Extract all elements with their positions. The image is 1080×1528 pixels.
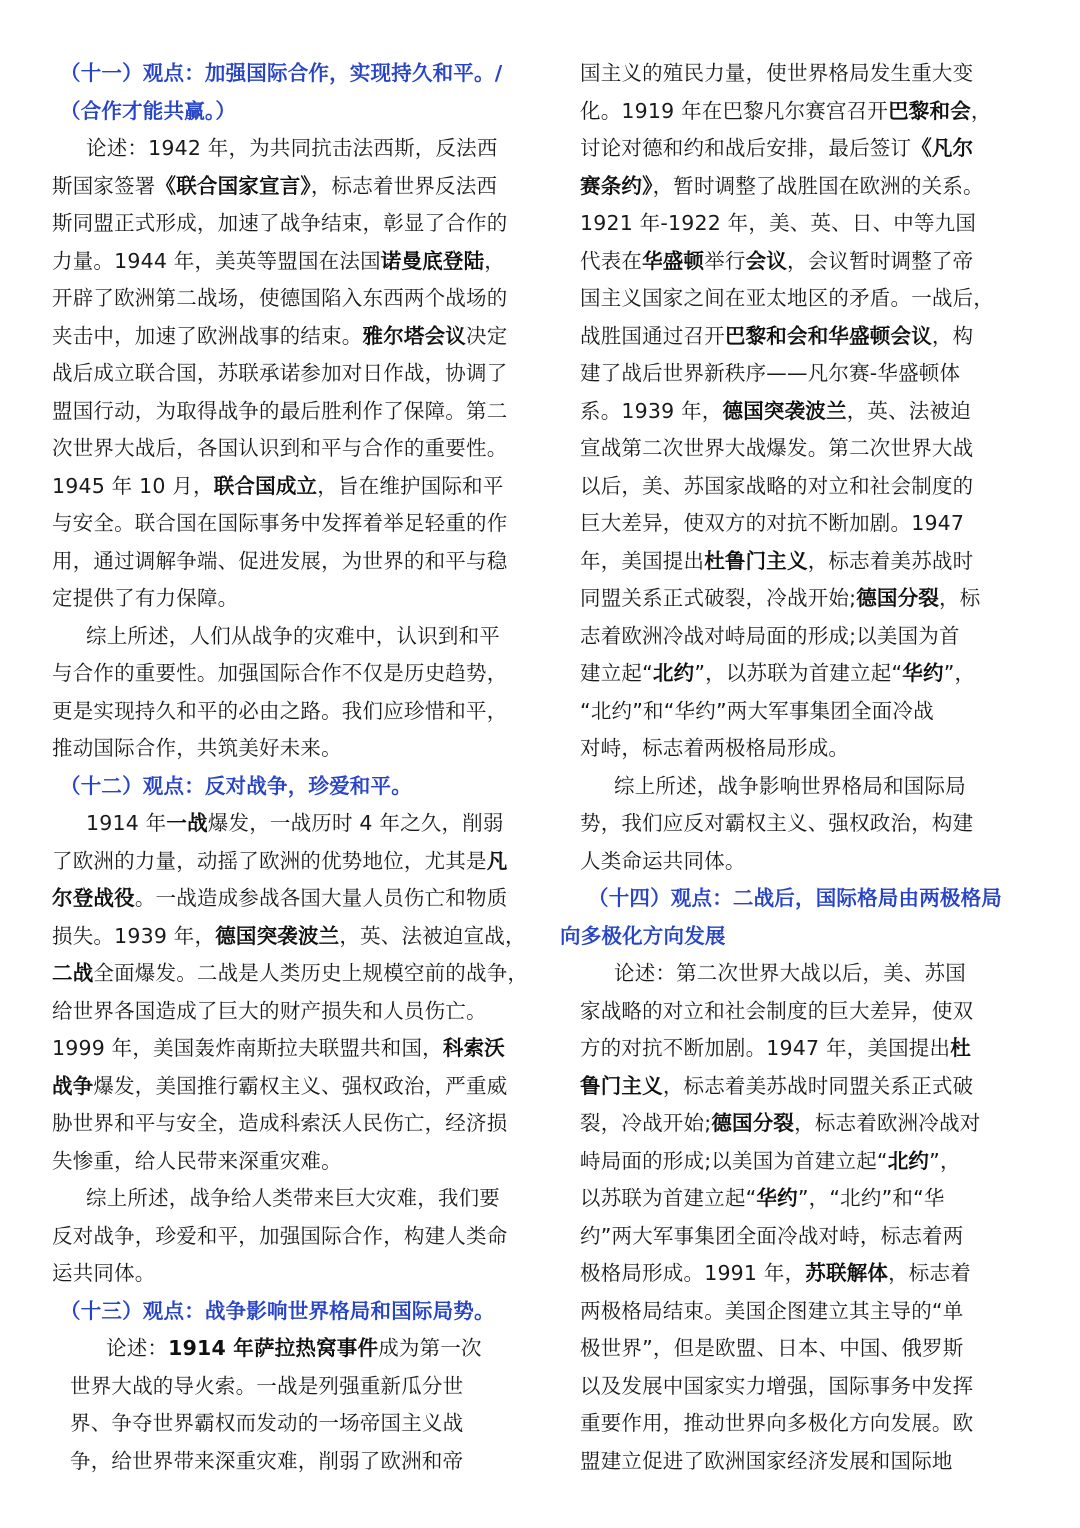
paragraph-line [580,468,1010,506]
paragraph-line [52,880,542,918]
bold-keyword: 1914 年萨拉热窝事件 [168,1336,379,1360]
bold-keyword: 联合国成立 [213,473,318,498]
paragraph-line [52,1255,542,1293]
text-segment: 综上所述，人们从战争的灾难中，认识到和平 [86,623,500,648]
text-segment: 两极格局结束。美国企图建立其主导的“单 [580,1298,964,1323]
text-segment: ，英、法被迫宣战， [339,923,526,948]
bold-keyword: 尔登战役 [52,886,135,910]
text-segment: （十三）观点：战争影响世界格局和国际局势。 [60,1298,495,1323]
left-column [52,55,542,1480]
text-segment: 更是实现持久和平的必由之路。我们应珍惜和平， [52,698,508,723]
section-heading-line [52,55,542,93]
text-segment: 定提供了有力保障。 [52,586,239,610]
bold-keyword: 赛条约》 [580,173,653,198]
paragraph-line [52,393,542,431]
text-segment: 决定 [466,323,508,348]
paragraph-line [52,1180,542,1218]
bold-keyword: 杜 [950,1036,971,1060]
text-segment: 化。1919 年在巴黎凡尔赛宫召开 [580,98,889,123]
bold-keyword: 北约 [652,661,695,685]
bold-keyword: 北约 [887,1148,930,1173]
text-segment: 势，我们应反对霸权主义、强权政治，构建 [580,811,974,835]
text-segment: 1999 年，美国轰炸南斯拉夫联盟共和国， [52,1036,443,1060]
paragraph-line [52,280,542,318]
paragraph-line [52,1443,542,1481]
paragraph-line [580,1255,1010,1293]
text-segment: 成为第一次 [378,1336,482,1360]
paragraph-line [580,243,1010,281]
paragraph-line [580,805,1010,843]
text-segment: 综上所述，战争影响世界格局和国际局 [614,773,966,798]
bold-keyword: 《凡尔 [911,136,974,160]
paragraph-line [580,1293,1010,1331]
paragraph-line [580,1443,1010,1481]
paragraph-line [580,55,1010,93]
text-segment: 了欧洲的力量，动摇了欧洲的优势地位，尤其是 [52,848,487,873]
paragraph-line [580,280,1010,318]
paragraph-line [52,1218,542,1256]
text-segment: 1945 年 10 月， [52,473,214,498]
text-segment: 以后，美、苏国家战略的对立和社会制度的 [580,473,974,498]
text-segment: 综上所述，战争给人类带来巨大灾难，我们要 [86,1186,500,1210]
paragraph-line [580,580,1010,618]
paragraph-line [52,655,542,693]
bold-keyword: 二战 [52,961,94,985]
text-segment: 世界大战的导火索。一战是列强重新瓜分世 [70,1373,464,1398]
text-segment: 国主义的殖民力量，使世界格局发生重大变 [580,61,974,85]
paragraph-line [580,993,1010,1031]
paragraph-line [580,693,1010,731]
paragraph-line [52,468,542,506]
bold-keyword: 杜鲁门主义 [704,548,808,573]
paragraph-line [580,1030,1010,1068]
text-segment: ”， [929,1148,961,1173]
paragraph-line [52,318,542,356]
text-segment: 斯国家签署 [52,173,156,198]
section-heading-line [52,93,542,131]
text-segment: ，会议暂时调整了帝 [787,248,974,273]
section-heading-line [52,1293,542,1331]
paragraph-line [580,618,1010,656]
paragraph-line [580,168,1010,206]
bold-keyword: 战争 [52,1073,94,1098]
paragraph-line [52,168,542,206]
bold-keyword: 华盛顿 [642,248,705,273]
paragraph-line [580,1068,1010,1106]
text-segment: ，标 [939,586,981,610]
text-segment: 胁世界和平与安全，造成科索沃人民伤亡，经济损 [52,1111,508,1135]
paragraph-line [52,1368,542,1406]
paragraph-line [52,430,542,468]
paragraph-line [52,693,542,731]
paragraph-line [52,243,542,281]
paragraph-line [580,1405,1010,1443]
text-segment: 夹击中，加速了欧洲战事的结束。 [52,323,363,348]
text-segment: 巨大差异，使双方的对抗不断加剧。1947 [580,511,965,535]
text-segment: 损失。1939 年， [52,923,216,948]
paragraph-line [52,1068,542,1106]
bold-keyword: 《联合国家宣言》 [155,173,311,198]
bold-keyword: 苏联解体 [805,1261,889,1285]
text-segment: 约”两大军事集团全面冷战对峙，标志着两 [580,1223,964,1248]
paragraph-line [52,355,542,393]
text-segment: （十二）观点：反对战争，珍爱和平。 [60,773,412,798]
paragraph-line [52,1105,542,1143]
paragraph-line [52,843,542,881]
text-segment: 年，美国提出 [580,548,705,573]
text-segment: ”， [943,661,976,685]
text-segment: 1914 年 [86,811,167,835]
text-segment: 推动国际合作，共筑美好未来。 [52,736,342,760]
paragraph-line [580,543,1010,581]
text-segment: 以苏联为首建立起“ [580,1186,757,1210]
bold-keyword: 会议 [745,248,788,273]
paragraph-line [52,955,542,993]
text-segment: 全面爆发。二战是人类历史上规模空前的战争， [93,961,529,985]
paragraph-line [52,205,542,243]
paragraph-line [580,1105,1010,1143]
text-segment: ，标志着美苏战时 [807,548,974,573]
text-segment: 宣战第二次世界大战爆发。第二次世界大战 [580,436,974,460]
text-segment: ， [484,248,505,273]
text-segment: ，英、法被迫 [846,398,971,423]
text-segment: ，标志着美苏战时同盟关系正式破 [662,1073,974,1098]
paragraph-line [52,130,542,168]
text-segment: （合作才能共赢。） [60,98,237,123]
text-segment: 论述： [106,1336,169,1360]
bold-keyword: 华约 [756,1186,798,1210]
paragraph-line [580,955,1010,993]
paragraph-line [52,1330,542,1368]
text-segment: ，标志着 [888,1261,971,1285]
paragraph-line [580,430,1010,468]
paragraph-line [580,655,1010,693]
paragraph-line [580,1218,1010,1256]
text-segment: 爆发，一战历时 4 年之久，削弱 [207,811,504,835]
text-segment: 裂，冷战开始; [580,1111,712,1135]
text-segment: 给世界各国造成了巨大的财产损失和人员伤亡。 [52,998,487,1023]
bold-keyword: 德国突袭波兰 [215,923,340,948]
text-segment: 方的对抗不断加剧。1947 年，美国提出 [580,1036,951,1060]
text-segment: ，标志着欧洲冷战对 [794,1111,981,1135]
bold-keyword: 雅尔塔会议 [362,323,466,348]
paragraph-line [580,1368,1010,1406]
text-segment: 重要作用，推动世界向多极化方向发展。欧 [580,1411,974,1435]
bold-keyword: 巴黎和会 [888,98,971,123]
text-segment: 举行 [704,248,746,273]
paragraph-line [52,918,542,956]
text-segment: 志着欧洲冷战对峙局面的形成;以美国为首 [580,623,960,648]
bold-keyword: 德国分裂 [856,586,940,610]
text-segment: 以及发展中国家实力增强，国际事务中发挥 [580,1373,974,1398]
paragraph-line [52,505,542,543]
bold-keyword: 一战 [166,811,208,835]
text-segment: 对峙，标志着两极格局形成。 [580,736,850,760]
text-segment: 系。1939 年， [580,398,723,423]
paragraph-line [580,93,1010,131]
paragraph-line [52,618,542,656]
bold-keyword: 鲁门主义 [580,1073,663,1098]
paragraph-line [52,805,542,843]
paragraph-line [52,730,542,768]
bold-keyword: 凡 [486,848,508,873]
text-segment: 向多极化方向发展 [560,923,726,948]
text-segment: 代表在 [580,248,643,273]
paragraph-line [52,1030,542,1068]
text-segment: 失惨重，给人民带来深重灾难。 [52,1148,342,1173]
text-segment: ”，“北约”和“华 [797,1186,945,1210]
paragraph-line [52,1143,542,1181]
text-segment: 运共同体。 [52,1261,156,1285]
text-segment: 界、争夺世界霸权而发动的一场帝国主义战 [70,1411,464,1435]
text-segment: 力量。1944 年，美英等盟国在法国 [52,248,381,273]
text-segment: 爆发，美国推行霸权主义、强权政治，严重威 [93,1073,508,1098]
paragraph-line [580,130,1010,168]
text-segment: ，构 [931,323,974,348]
text-segment: ”，以苏联为首建立起“ [694,661,903,685]
text-segment: 与合作的重要性。加强国际合作不仅是历史趋势， [52,661,508,685]
paragraph-line [580,730,1010,768]
text-segment: 斯同盟正式形成，加速了战争结束，彰显了合作的 [52,211,508,235]
text-segment: 论述：1942 年，为共同抗击法西斯，反法西 [86,136,498,160]
paragraph-line [580,1330,1010,1368]
text-segment: 与安全。联合国在国际事务中发挥着举足轻重的作 [52,511,508,535]
text-segment: （十四）观点：二战后，国际格局由两极格局 [588,886,1002,910]
paragraph-line [580,318,1010,356]
text-segment: 。一战造成参战各国大量人员伤亡和物质 [134,886,508,910]
paragraph-line [52,580,542,618]
text-segment: 争，给世界带来深重灾难，削弱了欧洲和帝 [70,1448,464,1473]
text-segment: 开辟了欧洲第二战场，使德国陷入东西两个战场的 [52,286,508,310]
text-segment: 反对战争，珍爱和平，加强国际合作，构建人类命 [52,1223,508,1248]
text-segment: 盟国行动，为取得战争的最后胜利作了保障。第二 [52,398,508,423]
bold-keyword: 诺曼底登陆 [380,248,485,273]
text-segment: 盟建立促进了欧洲国家经济发展和国际地 [580,1448,953,1473]
paragraph-line [52,1405,542,1443]
text-segment: 人类命运共同体。 [580,848,746,873]
paragraph-line [580,205,1010,243]
paragraph-line [580,393,1010,431]
bold-keyword: 科索沃 [442,1036,505,1060]
section-heading-line [580,880,1010,918]
paragraph-line [52,543,542,581]
paragraph-line [580,1143,1010,1181]
text-segment: 建立起“ [580,661,653,685]
text-segment: 峙局面的形成;以美国为首建立起“ [580,1148,888,1173]
text-segment: 家战略的对立和社会制度的巨大差异，使双 [580,998,974,1023]
text-segment: 1921 年-1922 年，美、英、日、中等九国 [580,211,977,235]
bold-keyword: 德国突袭波兰 [722,398,847,423]
text-segment: ， [970,98,992,123]
paragraph-line [580,355,1010,393]
bold-keyword: 华约 [902,661,944,685]
text-segment: 战胜国通过召开 [580,323,725,348]
paragraph-line [580,505,1010,543]
text-segment: 同盟关系正式破裂，冷战开始; [580,586,857,610]
text-segment: （十一）观点：加强国际合作，实现持久和平。/ [60,61,503,85]
text-segment: 战后成立联合国，苏联承诺参加对日作战，协调了 [52,361,508,385]
text-segment: 极世界”，但是欧盟、日本、中国、俄罗斯 [580,1336,964,1360]
section-heading-line [52,768,542,806]
text-segment: 论述：第二次世界大战以后，美、苏国 [614,961,966,985]
text-segment: 次世界大战后，各国认识到和平与合作的重要性。 [52,436,508,460]
text-segment: 用，通过调解争端、促进发展，为世界的和平与稳 [52,548,508,573]
paragraph-line [52,993,542,1031]
text-segment: “北约”和“华约”两大军事集团全面冷战 [580,698,934,723]
right-column [560,55,1010,1480]
text-segment: 极格局形成。1991 年， [580,1261,806,1285]
text-segment: ，暂时调整了战胜国在欧洲的关系。 [652,173,984,198]
text-segment: 建了战后世界新秩序——凡尔赛-华盛顿体 [580,361,961,385]
section-heading-line [560,918,1010,956]
paragraph-line [580,1180,1010,1218]
text-segment: ，标志着世界反法西 [310,173,498,198]
paragraph-line [580,843,1010,881]
text-segment: ，旨在维护国际和平 [317,473,504,498]
bold-keyword: 巴黎和会和华盛顿会议 [724,323,932,348]
bold-keyword: 德国分裂 [711,1111,795,1135]
text-segment: 国主义国家之间在亚太地区的矛盾。一战后， [580,286,994,310]
paragraph-line [580,768,1010,806]
text-segment: 讨论对德和约和战后安排，最后签订 [580,136,912,160]
